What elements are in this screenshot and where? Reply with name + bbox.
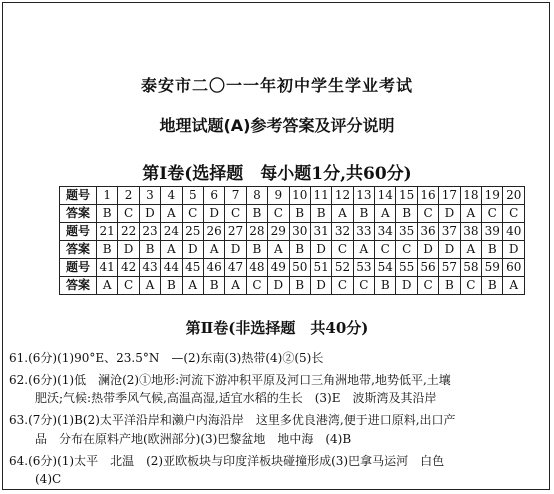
answer-table (59, 186, 525, 295)
question-number: 29 (268, 223, 289, 241)
answer-row (60, 205, 525, 223)
answer-cell: D (118, 241, 139, 259)
answer-cell: C (417, 205, 438, 223)
question-number: 45 (182, 259, 203, 277)
question-number: 20 (503, 187, 525, 205)
answer-cell: B (139, 241, 160, 259)
answer-cell: B (396, 205, 417, 223)
answer-63-line2: 品 分布在原料产地(欧洲部分)(3)巴黎盆地 地中海 (4)B (35, 432, 352, 446)
question-number: 25 (182, 223, 203, 241)
answer-cell: A (97, 277, 118, 295)
answer-61-line1: 61.(6分)(1)90°E、23.5°N —(2)东南(3)热带(4)②(5)长 (9, 351, 324, 365)
question-number: 43 (139, 259, 160, 277)
answer-cell: B (246, 241, 267, 259)
question-number: 41 (97, 259, 118, 277)
answer-cell: A (353, 241, 374, 259)
question-number: 10 (289, 187, 310, 205)
answer-row (60, 241, 525, 259)
question-number: 6 (203, 187, 224, 205)
question-number: 52 (332, 259, 353, 277)
question-number: 55 (396, 259, 417, 277)
answer-cell: B (289, 277, 310, 295)
question-number: 2 (118, 187, 139, 205)
answer-64-line2: (4)C (35, 472, 62, 486)
question-number: 19 (482, 187, 503, 205)
answer-cell: C (482, 205, 503, 223)
question-number: 9 (268, 187, 289, 205)
question-number: 21 (97, 223, 118, 241)
answer-label: 答案 (60, 205, 97, 223)
answer-62-line1: 62.(6分)(1)低 澜沧(2)①地形:河流下游冲积平原及河口三角洲地带,地势低平,土壤 (9, 373, 451, 387)
answer-row (60, 277, 525, 295)
question-number: 44 (161, 259, 182, 277)
question-number: 15 (396, 187, 417, 205)
question-number: 5 (182, 187, 203, 205)
question-number: 40 (503, 223, 525, 241)
answer-cell: D (310, 241, 331, 259)
answer-cell: B (161, 277, 182, 295)
answer-cell: D (417, 241, 438, 259)
answer-cell: B (289, 205, 310, 223)
answer-cell: B (97, 241, 118, 259)
question-number: 57 (439, 259, 460, 277)
answer-cell: C (375, 241, 396, 259)
answer-cell: D (439, 205, 460, 223)
question-number: 46 (203, 259, 224, 277)
number-label: 题号 (60, 259, 97, 277)
section1-heading: 第Ⅰ卷(选择题 每小题1分,共60分) (142, 164, 412, 184)
question-number: 59 (482, 259, 503, 277)
answer-cell: C (118, 205, 139, 223)
answer-cell: A (203, 241, 224, 259)
answer-cell: A (225, 277, 246, 295)
answer-label: 答案 (60, 241, 97, 259)
question-number: 14 (375, 187, 396, 205)
answer-cell: C (246, 277, 267, 295)
question-number: 48 (246, 259, 267, 277)
question-number: 1 (97, 187, 118, 205)
answer-cell: B (439, 277, 460, 295)
number-row (60, 259, 525, 277)
question-number: 11 (310, 187, 331, 205)
question-number: 53 (353, 259, 374, 277)
answer-cell: B (353, 205, 374, 223)
answer-cell: D (310, 277, 331, 295)
question-number: 60 (503, 259, 525, 277)
document-page (2, 2, 550, 490)
answer-64-line1: 64.(6分)(1)太平 北温 (2)亚欧板块与印度洋板块碰撞形成(3)巴拿马运河 白色 (9, 454, 445, 468)
question-number: 51 (310, 259, 331, 277)
question-number: 34 (375, 223, 396, 241)
answer-cell: B (482, 277, 503, 295)
question-number: 54 (375, 259, 396, 277)
question-number: 56 (417, 259, 438, 277)
question-number: 39 (482, 223, 503, 241)
answer-cell: D (139, 205, 160, 223)
answer-cell: A (182, 277, 203, 295)
question-number: 17 (439, 187, 460, 205)
question-number: 18 (460, 187, 481, 205)
number-label: 题号 (60, 187, 97, 205)
answer-cell: A (139, 277, 160, 295)
question-number: 28 (246, 223, 267, 241)
answer-cell: D (503, 241, 525, 259)
answer-63-line1: 63.(7分)(1)B(2)太平洋沿岸和濑户内海沿岸 这里多优良港湾,便于进口原料,出口产 (9, 413, 456, 427)
answer-cell: C (118, 277, 139, 295)
question-number: 16 (417, 187, 438, 205)
answer-cell: C (417, 277, 438, 295)
question-number: 36 (417, 223, 438, 241)
question-number: 58 (460, 259, 481, 277)
answer-cell: C (332, 277, 353, 295)
answer-label: 答案 (60, 277, 97, 295)
answer-cell: B (203, 277, 224, 295)
question-number: 33 (353, 223, 374, 241)
question-number: 47 (225, 259, 246, 277)
question-number: 26 (203, 223, 224, 241)
answer-cell: D (203, 205, 224, 223)
answer-cell: D (268, 277, 289, 295)
answer-cell: A (503, 277, 525, 295)
answer-cell: D (182, 241, 203, 259)
question-number: 31 (310, 223, 331, 241)
answer-cell: A (268, 241, 289, 259)
answer-cell: B (482, 241, 503, 259)
question-number: 13 (353, 187, 374, 205)
question-number: 24 (161, 223, 182, 241)
answer-cell: C (225, 205, 246, 223)
question-number: 27 (225, 223, 246, 241)
question-number: 22 (118, 223, 139, 241)
answer-cell: A (375, 205, 396, 223)
answer-cell: C (353, 277, 374, 295)
answer-cell: B (97, 205, 118, 223)
answer-cell: A (460, 241, 481, 259)
answer-cell: A (161, 241, 182, 259)
question-number: 49 (268, 259, 289, 277)
answer-cell: D (396, 277, 417, 295)
answer-cell: C (503, 205, 525, 223)
number-label: 题号 (60, 223, 97, 241)
question-number: 32 (332, 223, 353, 241)
answer-cell: A (460, 205, 481, 223)
number-row (60, 223, 525, 241)
answer-cell: D (439, 241, 460, 259)
answer-cell: B (289, 241, 310, 259)
answer-cell: C (332, 241, 353, 259)
question-number: 38 (460, 223, 481, 241)
answer-cell: B (246, 205, 267, 223)
question-number: 50 (289, 259, 310, 277)
answer-cell: A (332, 205, 353, 223)
answer-cell: A (161, 205, 182, 223)
question-number: 30 (289, 223, 310, 241)
question-number: 7 (225, 187, 246, 205)
answer-cell: C (460, 277, 481, 295)
section2-heading: 第Ⅱ卷(非选择题 共40分) (185, 319, 369, 337)
question-number: 4 (161, 187, 182, 205)
question-number: 23 (139, 223, 160, 241)
question-number: 42 (118, 259, 139, 277)
question-number: 3 (139, 187, 160, 205)
question-number: 35 (396, 223, 417, 241)
answer-62-line2: 肥沃;气候:热带季风气候,高温高湿,适宜水稻的生长 (3)E 波斯湾及其沿岸 (35, 391, 437, 405)
answer-cell: C (268, 205, 289, 223)
answer-cell: D (225, 241, 246, 259)
exam-title: 泰安市二〇一一年初中学生学业考试 (140, 76, 413, 95)
question-number: 8 (246, 187, 267, 205)
question-number: 12 (332, 187, 353, 205)
answer-cell: B (310, 205, 331, 223)
answer-cell: B (375, 277, 396, 295)
answer-key-title: 地理试题(A)参考答案及评分说明 (159, 116, 395, 135)
number-row (60, 187, 525, 205)
answer-cell: C (396, 241, 417, 259)
answer-cell: C (182, 205, 203, 223)
question-number: 37 (439, 223, 460, 241)
